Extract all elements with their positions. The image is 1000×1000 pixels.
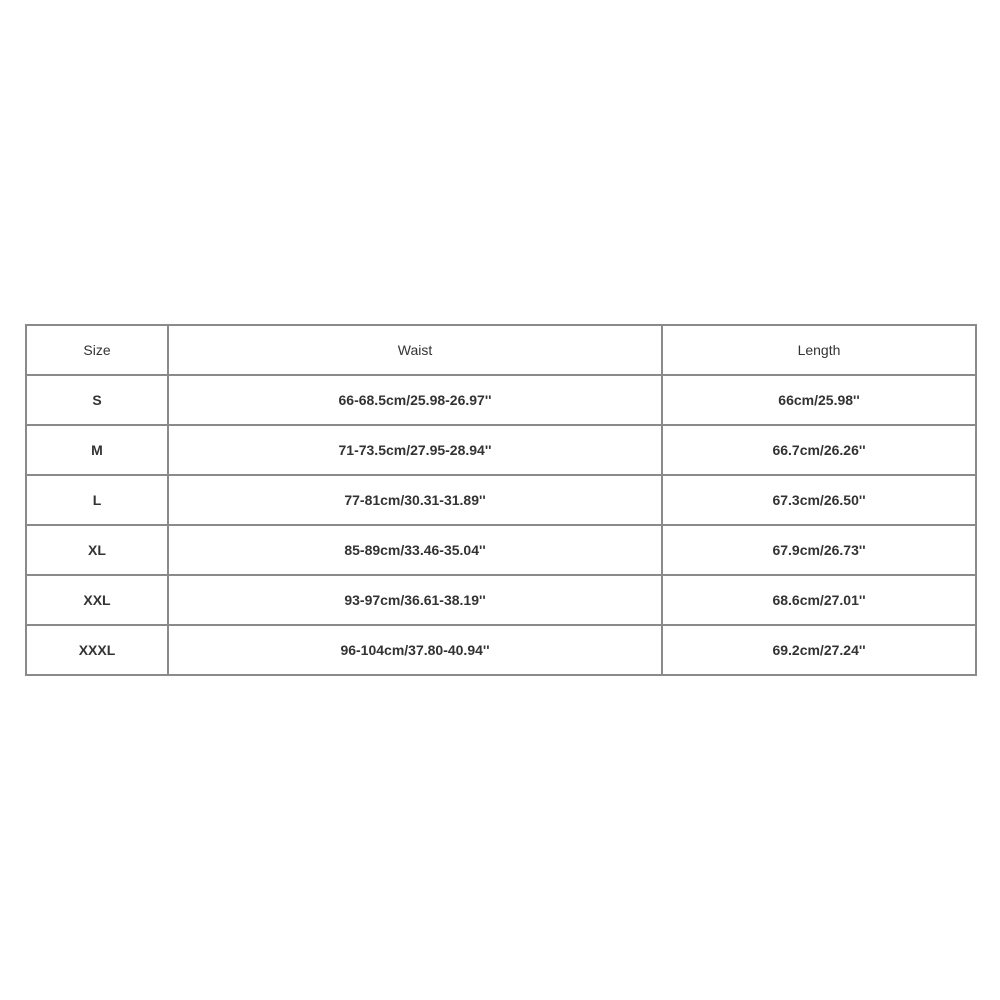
table-row xyxy=(26,525,976,575)
table-body xyxy=(26,375,976,675)
cell-size: S xyxy=(26,375,168,425)
table-row xyxy=(26,475,976,525)
table-header xyxy=(26,325,976,375)
cell-waist: 77-81cm/30.31-31.89'' xyxy=(168,475,662,525)
header-row xyxy=(26,325,976,375)
cell-length: 67.9cm/26.73'' xyxy=(662,525,976,575)
cell-length: 66cm/25.98'' xyxy=(662,375,976,425)
cell-size: M xyxy=(26,425,168,475)
header-waist: Waist xyxy=(168,325,662,375)
table-row xyxy=(26,425,976,475)
cell-waist: 96-104cm/37.80-40.94'' xyxy=(168,625,662,675)
cell-waist: 93-97cm/36.61-38.19'' xyxy=(168,575,662,625)
size-chart-table xyxy=(25,324,977,676)
header-length: Length xyxy=(662,325,976,375)
table-row xyxy=(26,375,976,425)
cell-waist: 85-89cm/33.46-35.04'' xyxy=(168,525,662,575)
cell-length: 68.6cm/27.01'' xyxy=(662,575,976,625)
cell-length: 69.2cm/27.24'' xyxy=(662,625,976,675)
cell-length: 67.3cm/26.50'' xyxy=(662,475,976,525)
cell-length: 66.7cm/26.26'' xyxy=(662,425,976,475)
cell-size: XXXL xyxy=(26,625,168,675)
cell-waist: 71-73.5cm/27.95-28.94'' xyxy=(168,425,662,475)
cell-size: XXL xyxy=(26,575,168,625)
cell-size: XL xyxy=(26,525,168,575)
table-row xyxy=(26,625,976,675)
cell-waist: 66-68.5cm/25.98-26.97'' xyxy=(168,375,662,425)
header-size: Size xyxy=(26,325,168,375)
table-row xyxy=(26,575,976,625)
cell-size: L xyxy=(26,475,168,525)
